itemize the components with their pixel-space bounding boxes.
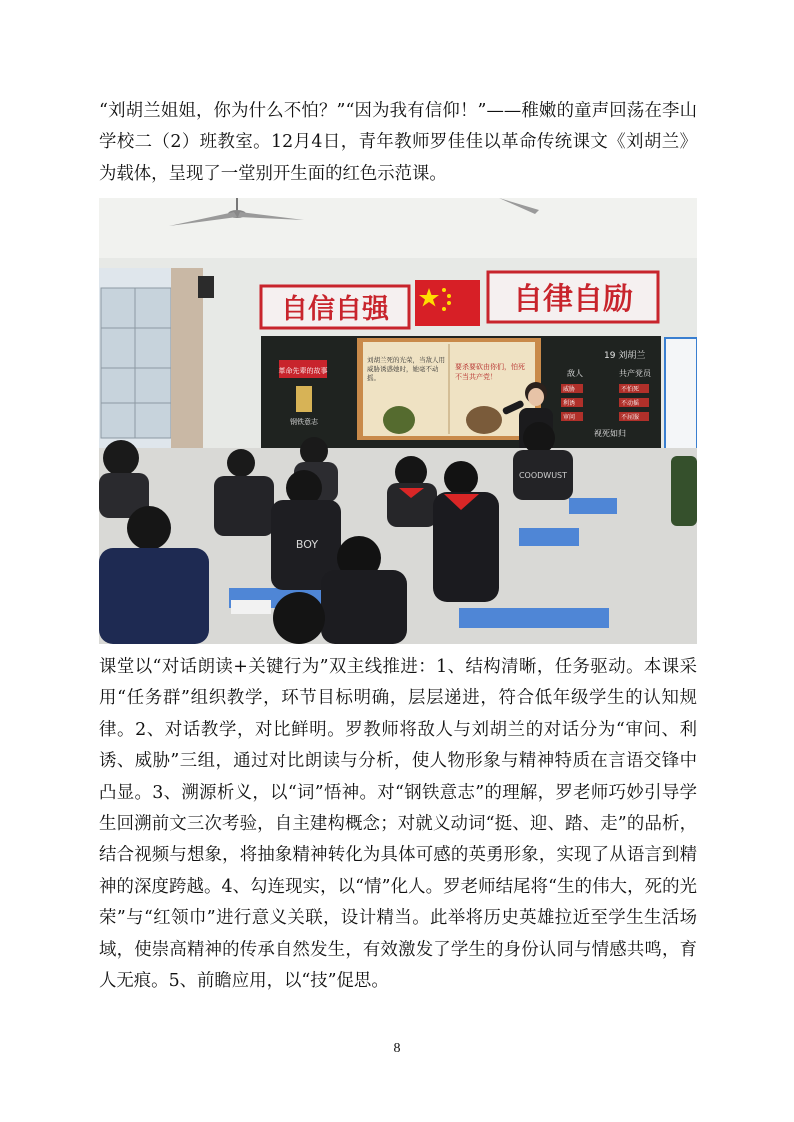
banner-left <box>261 286 409 328</box>
speaker-icon <box>198 276 214 298</box>
svg-text:敌人: 敌人 <box>567 369 583 378</box>
svg-text:利诱: 利诱 <box>563 400 576 407</box>
svg-text:不动摇: 不动摇 <box>621 400 640 407</box>
svg-text:审问: 审问 <box>563 414 576 421</box>
svg-text:自律自励: 自律自励 <box>513 283 633 316</box>
svg-text:自信自强: 自信自强 <box>281 294 389 324</box>
intro-paragraph: “刘胡兰姐姐，你为什么不怕？”“因为我有信仰！”——稚嫩的童声回荡在李山学校二（2）班教室。12月4日，青年教师罗佳佳以革命传统课文《刘胡兰》为载体，呈现了一堂别开生面的红色示范课。 <box>99 101 697 184</box>
china-flag <box>415 280 480 326</box>
classroom-photo <box>99 198 697 644</box>
banner-right <box>488 272 658 322</box>
svg-text:革命先辈的故事: 革命先辈的故事 <box>278 367 328 375</box>
window <box>99 268 203 468</box>
body-paragraph: 课堂以“对话朗读+关键行为”双主线推进：1、结构清晰，任务驱动。本课采用“任务群”组织教学，环节目标明确，层层递进，符合低年级学生的认知规律。2、对话教学，对比鲜明。罗教师将敌人与刘胡兰的对话分为“审问、利诱、威胁”三组，通过对比朗读与分析，使人物形象与精神特质在言语交锋中凸显。3、溯源析义，以“词”悟神。对“钢铁意志”的理解，罗老师巧妙引导学生回溯前文三次考验，自主建构概念；对就义动词“挺、迎、踏、走”的品析，结合视频与想象，将抽象精神转化为具体可感的英勇形象，实现了从语言到精神的深度跨越。4、勾连现实，以“情”化人。罗老师结尾将“生的伟大，死的光荣”与“红领巾”进行意义关联，设计精当。此举将历史英雄拉近至学生生活场域，使崇高精神的传承自然发生，有效激发了学生的身份认同与情感共鸣，育人无痕。5、前瞻应用，以“技”促思。 <box>99 657 697 992</box>
svg-text:19 刘胡兰: 19 刘胡兰 <box>604 351 646 361</box>
svg-text:不屈服: 不屈服 <box>621 414 640 421</box>
svg-text:BOY: BOY <box>295 538 319 551</box>
svg-text:视死如归: 视死如归 <box>594 429 626 438</box>
svg-text:不怕死: 不怕死 <box>621 386 640 393</box>
projector-slide: 刘胡兰死的光荣，当敌人用威胁诱惑她时，她毫不动摇。 要杀要砍由你们，怕死不当共产党！ <box>357 338 541 440</box>
page-number: 8 <box>393 1041 401 1056</box>
svg-text:COODWUST: COODWUST <box>518 471 568 480</box>
svg-text:钢铁意志: 钢铁意志 <box>290 418 318 426</box>
svg-text:共产党员: 共产党员 <box>619 369 651 378</box>
svg-text:威胁: 威胁 <box>563 386 576 393</box>
